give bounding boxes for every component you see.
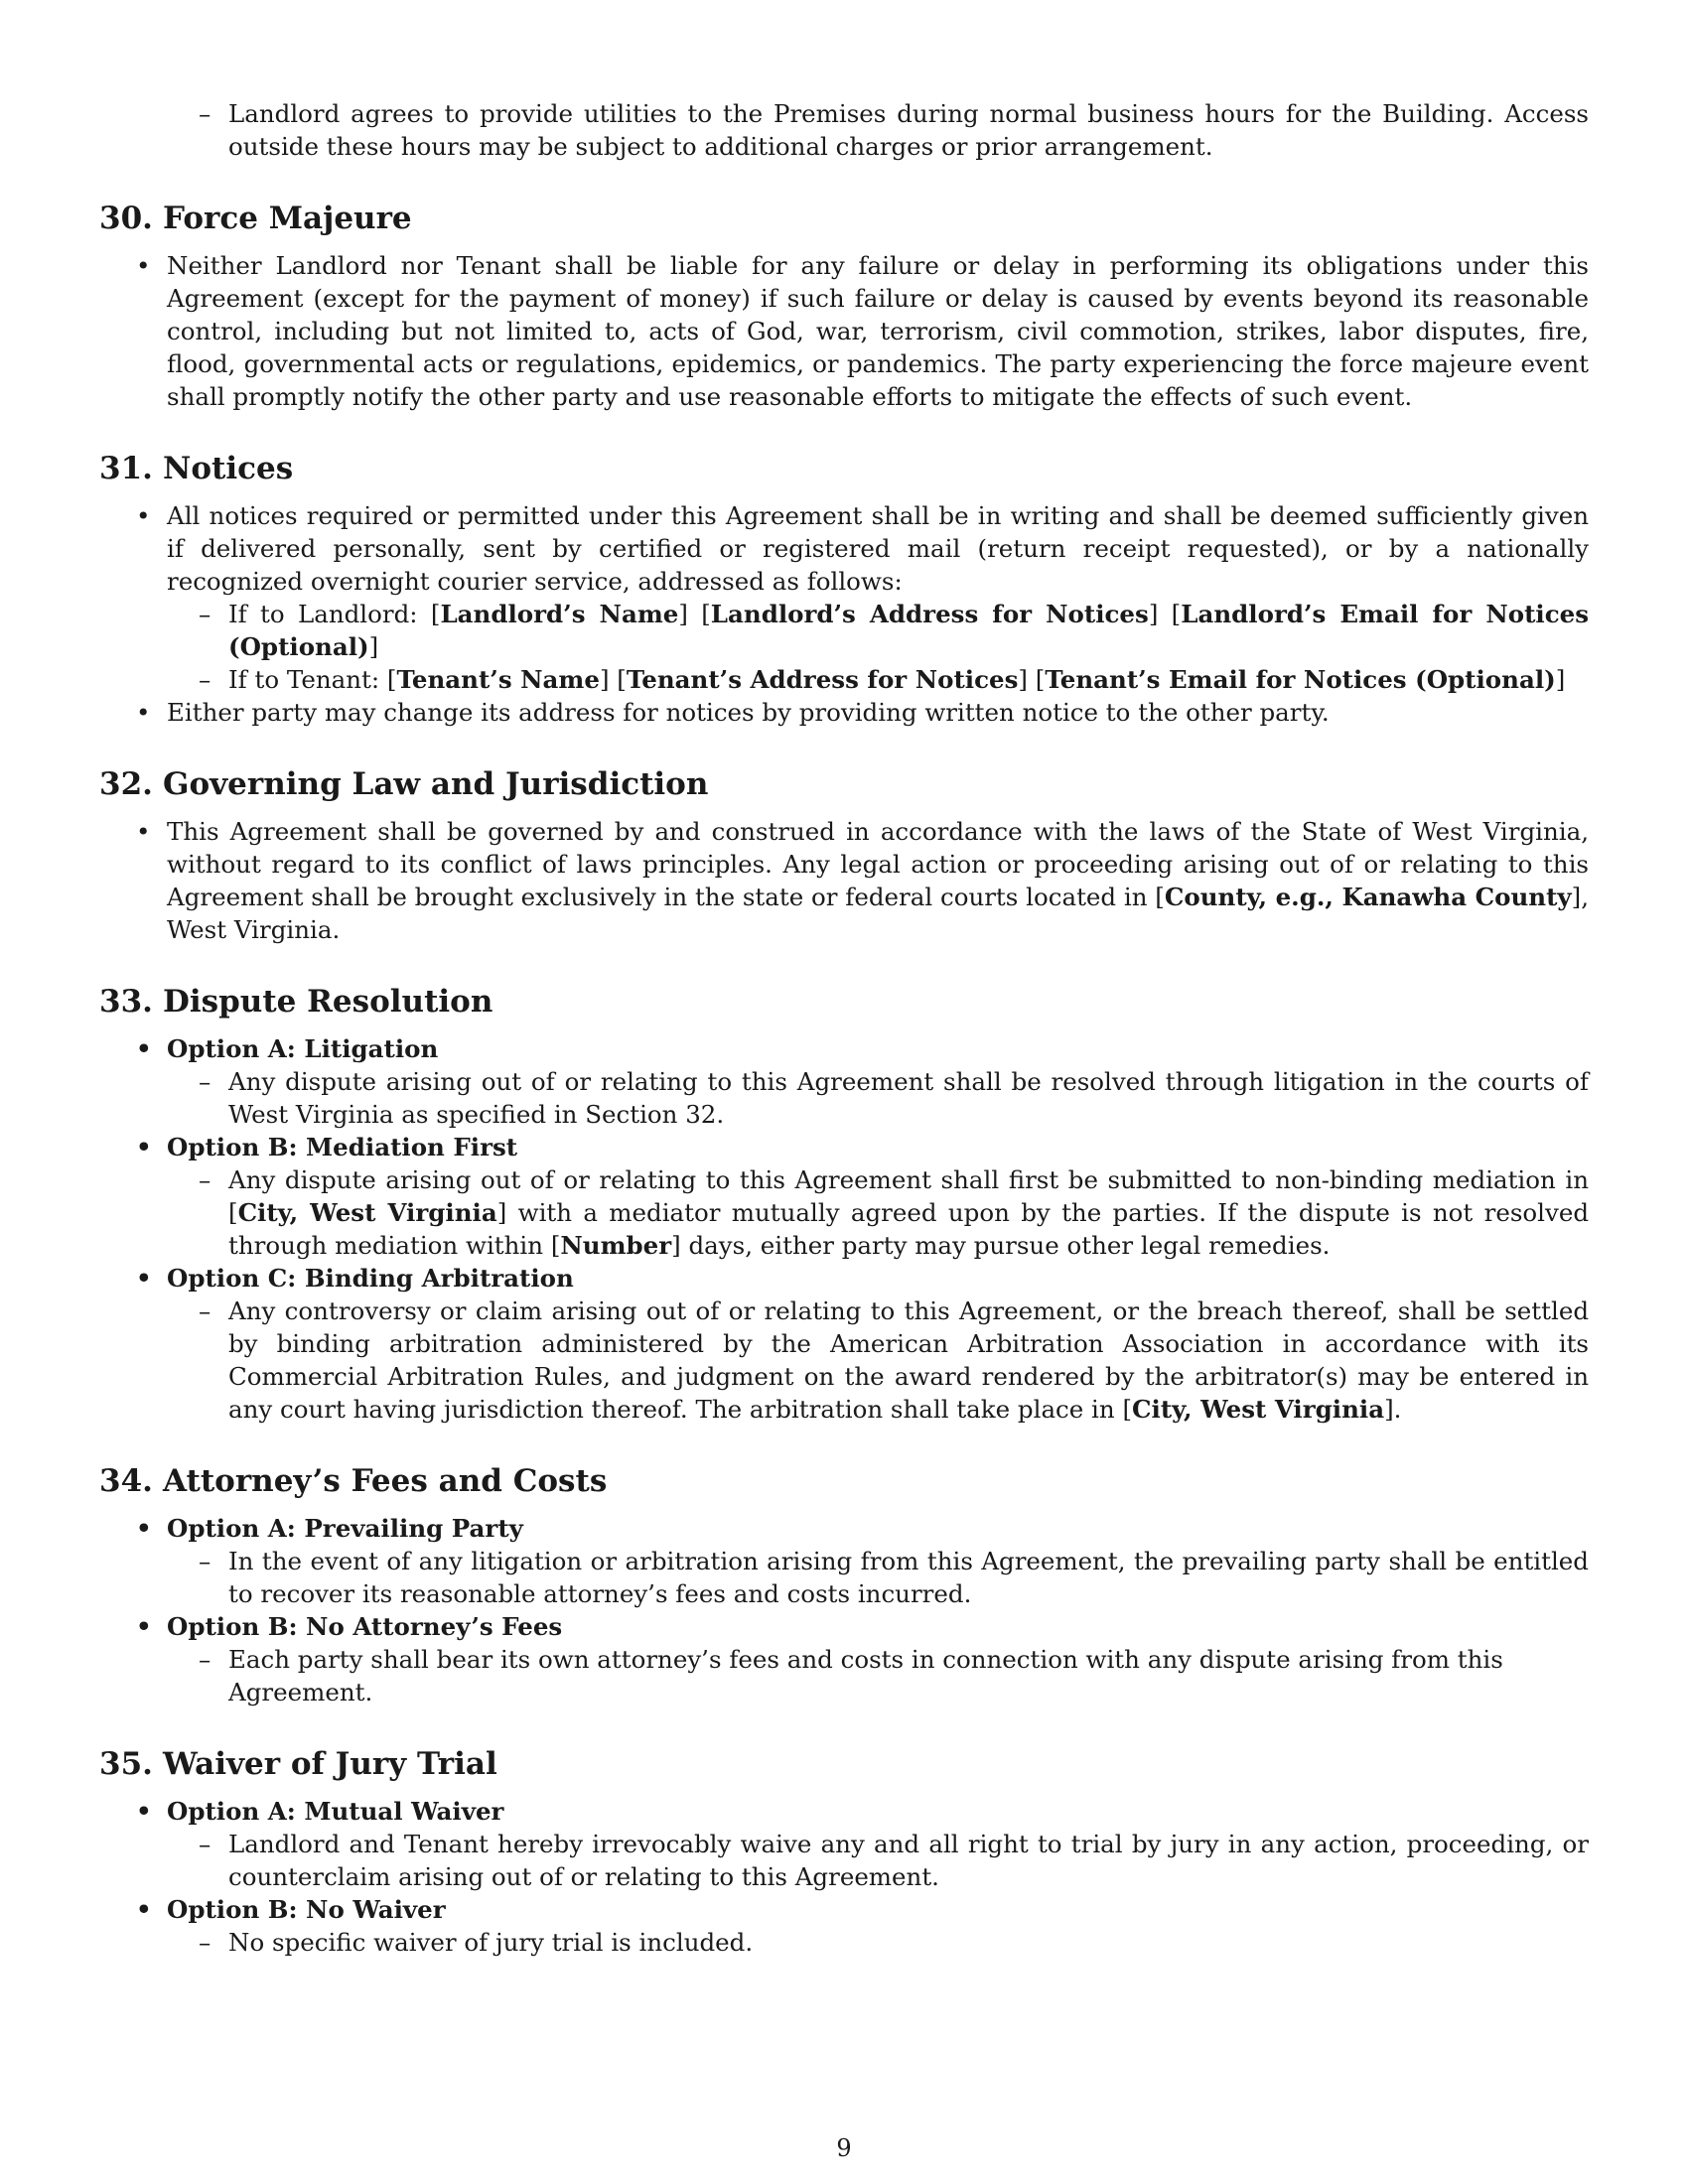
section-heading-force-majeure: [99, 199, 1589, 238]
list-item: • Neither Landlord nor Tenant shall be liable for any failure or delay in performing its obligations under this Agreement (except for the payment of money) if such failure or delay is caused by events beyond its reasonable control, including but not limited to, acts of God, war, terrorism, civil commotion, strikes, labor disputes, fire, flood, governmental acts or regulations, epidemics, or pandemics. The party experiencing the force majeure event shall promptly notify the other party and use reasonable efforts to mitigate the effects of such event.: [136, 251, 1589, 411]
paragraph: Landlord and Tenant hereby irrevocably waive any and all right to trial by jury in any action, proceeding, or counterclaim arising out of or relating to this Agreement.: [228, 1830, 1589, 1891]
paragraph: All notices required or permitted under this Agreement shall be in writing and shall be deemed sufficiently given if delivered personally, sent by certified or registered mail (return receipt requested), or by a nationally recognized overnight courier service, addressed as follows:: [167, 501, 1589, 596]
section-title: Governing Law and Jurisdiction: [163, 766, 709, 802]
option-label: • Option B: No Waiver: [136, 1895, 446, 1924]
placeholder-field: Tenant’s Address for Notices: [626, 665, 1019, 694]
placeholder-field: Landlord’s Address for Notices: [710, 600, 1149, 628]
placeholder-field: Tenant’s Name: [396, 665, 600, 694]
option-label-text: Option A: Mutual Waiver: [167, 1797, 504, 1826]
list-item: – Landlord and Tenant hereby irrevocably waive any and all right to trial by jury in any action, proceeding, or counterclaim arising out of or relating to this Agreement.: [199, 1830, 1589, 1891]
option-label: • Option A: Litigation: [136, 1034, 439, 1063]
placeholder-field: Tenant’s Email for Notices (Optional): [1045, 665, 1556, 694]
landlord-prefix: If to Landlord:: [228, 600, 431, 628]
section-heading-notices: [99, 449, 1589, 488]
option-label: • Option A: Prevailing Party: [136, 1514, 523, 1543]
option-label-text: Option B: Mediation First: [167, 1133, 518, 1161]
list-item: • Either party may change its address for notices by providing written notice to the other party.: [136, 698, 1330, 727]
placeholder-field: Landlord’s Email for Notices (Optional): [228, 600, 1590, 661]
list-item: – Landlord agrees to provide utilities to the Premises during normal business hours for the Building. Access outside these hours may be subject to additional charges or prior arrangement.: [199, 99, 1589, 161]
list-item: – Any dispute arising out of or relating to this Agreement shall be resolved through litigation in the courts of West Virginia as specified in Section 32.: [199, 1067, 1589, 1129]
section-number: 33.: [99, 984, 153, 1020]
list-item: – In the event of any litigation or arbitration arising from this Agreement, the prevailing party shall be entitled to recover its reasonable attorney’s fees and costs incurred.: [199, 1547, 1589, 1608]
tenant-prefix: If to Tenant:: [228, 665, 387, 694]
section-title: Notices: [163, 451, 294, 486]
list-item: – Any controversy or claim arising out of or relating to this Agreement, or the breach thereof, shall be settled by binding arbitration administered by the American Arbitration Association in accordance with its Commercial Arbitration Rules, and judgment on the award rendered by the arbitrator(s) may be entered in any court having jurisdiction thereof. The arbitration shall take place in [City, West Virginia].: [199, 1297, 1589, 1424]
paragraph: days, either party may pursue other legal remedies.: [680, 1231, 1331, 1260]
placeholder-field: City, West Virginia: [1132, 1395, 1385, 1424]
option-label-text: Option B: No Waiver: [167, 1895, 446, 1924]
paragraph: with a mediator mutually agreed upon by the parties. If the dispute is not resolved through mediation within: [228, 1198, 1589, 1260]
paragraph-tail: , West Virginia.: [167, 883, 1589, 944]
paragraph: Either party may change its address for notices by providing written notice to the other party.: [167, 698, 1330, 727]
paragraph: Any controversy or claim arising out of or relating to this Agreement, or the breach thereof, shall be settled by binding arbitration administered by the American Arbitration Association in accordance with its Commercial Arbitration Rules, and judgment on the award rendered by the arbitrator(s) may be entered in any court having jurisdiction thereof. The arbitration shall take place in: [228, 1297, 1589, 1424]
list-item: – If to Tenant: [Tenant’s Name] [Tenant’s Address for Notices] [Tenant’s Email for Notices (Optional)]: [199, 665, 1566, 694]
section-heading-attorneys-fees: [99, 1461, 1589, 1501]
section-heading-dispute-resolution: [99, 982, 1589, 1022]
document-page: [99, 97, 1589, 1959]
option-label-text: Option A: Litigation: [167, 1034, 439, 1063]
list-item: – If to Landlord: [Landlord’s Name] [Landlord’s Address for Notices] [Landlord’s Email for Notices (Optional)]: [199, 600, 1590, 661]
paragraph: This Agreement shall be governed by and construed in accordance with the laws of the State of West Virginia, without regard to its conflict of laws principles. Any legal action or proceeding arising out of or relating to this Agreement shall be brought exclusively in the state or federal courts located in: [167, 817, 1589, 911]
paragraph: Any dispute arising out of or relating to this Agreement shall be resolved through litigation in the courts of West Virginia as specified in Section 32.: [228, 1067, 1589, 1129]
section-number: 30.: [99, 201, 153, 236]
list-item: • This Agreement shall be governed by and construed in accordance with the laws of the State of West Virginia, without regard to its conflict of laws principles. Any legal action or proceeding arising out of or relating to this Agreement shall be brought exclusively in the state or federal courts located in [County, e.g., Kanawha County], West Virginia.: [136, 817, 1589, 944]
paragraph: No specific waiver of jury trial is included.: [228, 1928, 754, 1957]
placeholder-field: Number: [560, 1231, 672, 1260]
section-number: 31.: [99, 451, 153, 486]
paragraph: .: [1393, 1395, 1402, 1424]
page-number: 9: [836, 2134, 852, 2162]
section-number: 35.: [99, 1746, 153, 1782]
section-title: Waiver of Jury Trial: [163, 1746, 497, 1782]
option-label-text: Option C: Binding Arbitration: [167, 1264, 574, 1293]
option-label: • Option B: Mediation First: [136, 1133, 518, 1161]
option-label-text: Option A: Prevailing Party: [167, 1514, 523, 1543]
list-item: – Any dispute arising out of or relating to this Agreement shall first be submitted to non-binding mediation in [City, West Virginia] with a mediator mutually agreed upon by the parties. If the dispute is not resolved through mediation within [Number] days, either party may pursue other legal remedies.: [199, 1165, 1589, 1260]
paragraph: Any dispute arising out of or relating to this Agreement shall first be submitted to non-binding mediation in: [228, 1165, 1589, 1194]
paragraph: Neither Landlord nor Tenant shall be liable for any failure or delay in performing its obligations under this Agreement (except for the payment of money) if such failure or delay is caused by events beyond its reasonable control, including but not limited to, acts of God, war, terrorism, civil commotion, strikes, labor disputes, fire, flood, governmental acts or regulations, epidemics, or pandemics. The party experiencing the force majeure event shall promptly notify the other party and use reasonable efforts to mitigate the effects of such event.: [167, 251, 1589, 411]
intro-text: Landlord agrees to provide utilities to the Premises during normal business hours for the Building. Access outside these hours may be subject to additional charges or prior arrangement.: [228, 99, 1589, 161]
option-label: • Option C: Binding Arbitration: [136, 1264, 574, 1293]
list-item: – Each party shall bear its own attorney’s fees and costs in connection with any dispute arising from this Agreement.: [199, 1645, 1503, 1706]
option-label-text: Option B: No Attorney’s Fees: [167, 1612, 563, 1641]
placeholder-field: Landlord’s Name: [440, 600, 679, 628]
section-heading-jury-trial: [99, 1744, 1589, 1784]
section-number: 34.: [99, 1463, 153, 1499]
list-item: – No specific waiver of jury trial is included.: [199, 1928, 754, 1957]
paragraph: In the event of any litigation or arbitration arising from this Agreement, the prevailing party shall be entitled to recover its reasonable attorney’s fees and costs incurred.: [228, 1547, 1589, 1608]
paragraph: Each party shall bear its own attorney’s fees and costs in connection with any dispute arising from this Agreement.: [228, 1645, 1503, 1706]
section-title: Dispute Resolution: [163, 984, 493, 1020]
section-number: 32.: [99, 766, 153, 802]
section-title: Force Majeure: [163, 201, 412, 236]
option-label: • Option A: Mutual Waiver: [136, 1797, 504, 1826]
option-label: • Option B: No Attorney’s Fees: [136, 1612, 563, 1641]
section-heading-governing-law: [99, 764, 1589, 804]
list-item: • All notices required or permitted under this Agreement shall be in writing and shall be deemed sufficiently given if delivered personally, sent by certified or registered mail (return receipt requested), or by a nationally recognized overnight courier service, addressed as follows:: [136, 501, 1589, 596]
section-title: Attorney’s Fees and Costs: [163, 1463, 608, 1499]
placeholder-field: County, e.g., Kanawha County: [1164, 883, 1572, 911]
placeholder-field: City, West Virginia: [237, 1198, 497, 1227]
